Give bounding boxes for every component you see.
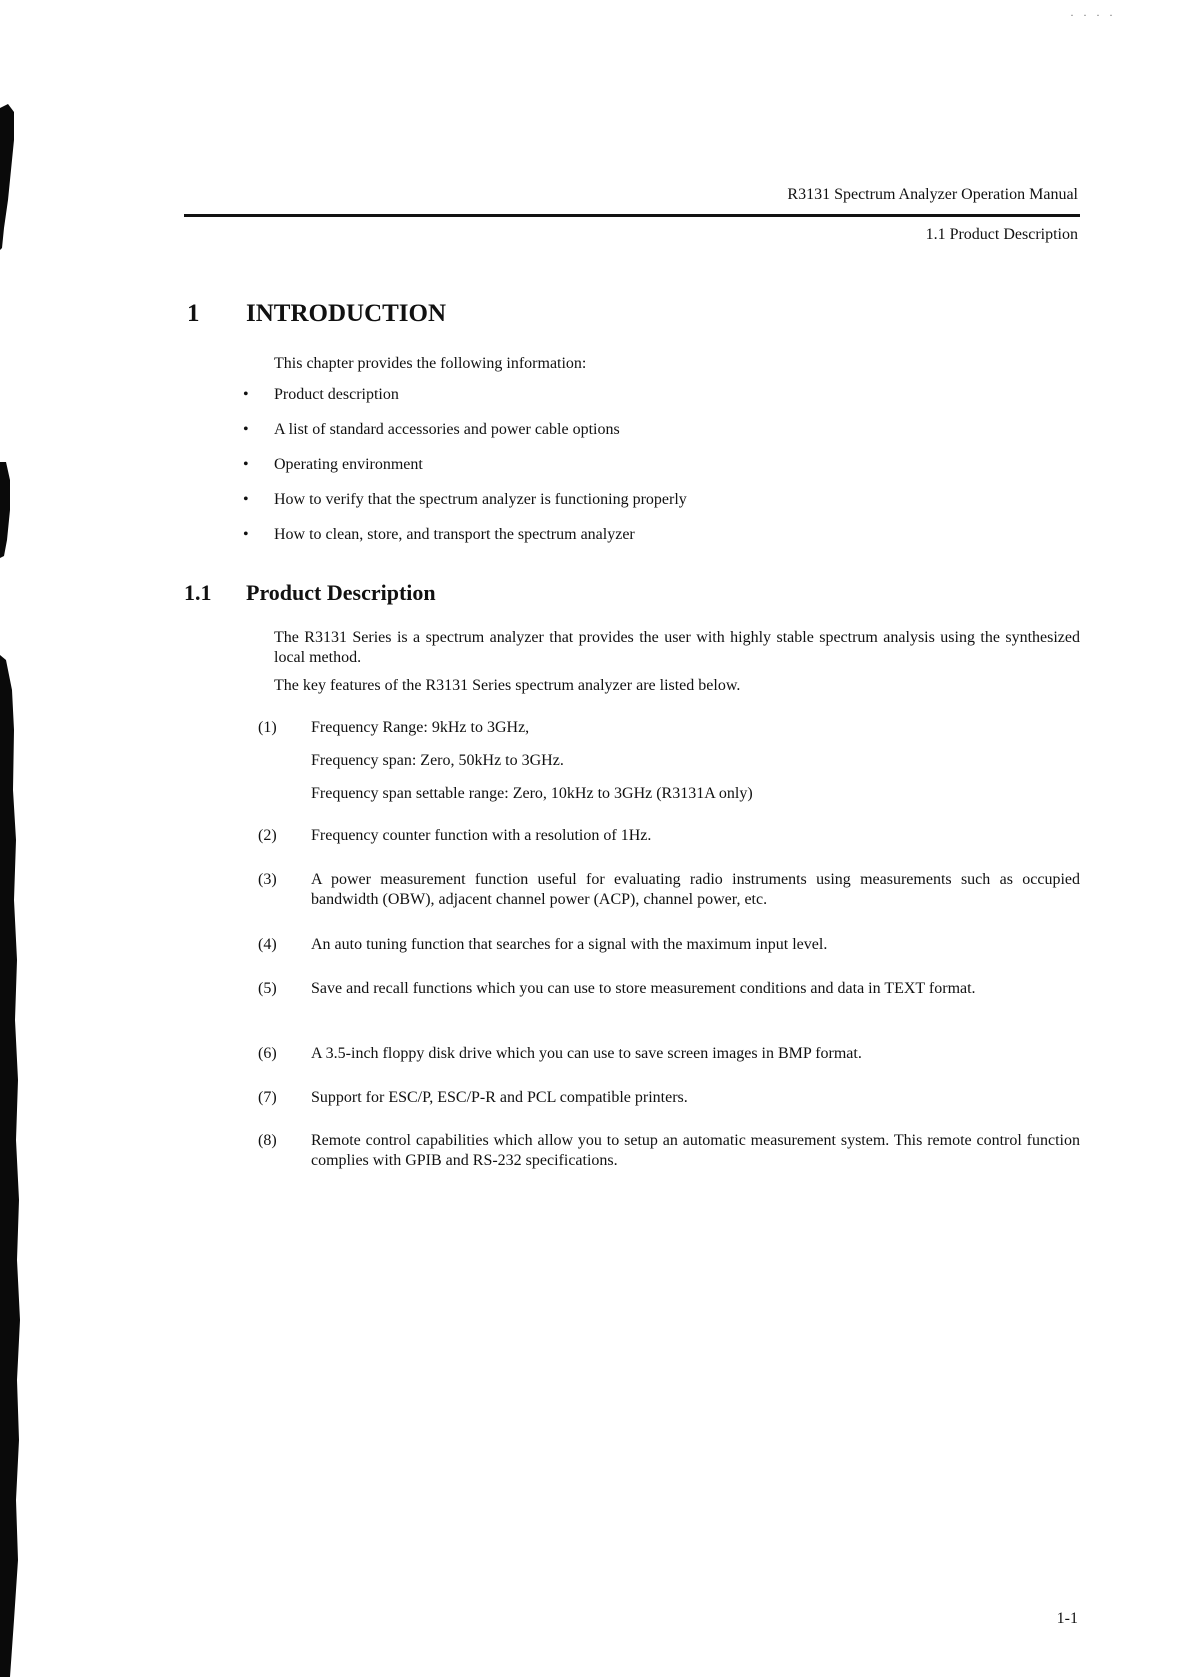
bullet-icon: • [243, 421, 249, 438]
scan-binding-edge [0, 0, 40, 1677]
feature-text: A 3.5-inch floppy disk drive which you can use to save screen images in BMP format. [311, 1045, 862, 1062]
feature-subline: Frequency span: Zero, 50kHz to 3GHz. [311, 752, 564, 769]
section-number: 1.1 [184, 580, 212, 605]
feature-text: Save and recall functions which you can use to store measurement conditions and data in TEXT format. [311, 980, 976, 997]
feature-text: Support for ESC/P, ESC/P-R and PCL compatible printers. [311, 1089, 688, 1106]
feature-number: (3) [258, 871, 277, 888]
list-item-text: Operating environment [274, 456, 423, 473]
running-header-title: R3131 Spectrum Analyzer Operation Manual [787, 186, 1078, 203]
feature-number: (7) [258, 1089, 277, 1106]
section-paragraph-1: The R3131 Series is a spectrum analyzer that provides the user with highly stable spectrum analysis using the synthesized local method. [274, 629, 1080, 666]
chapter-topic-list [243, 385, 1083, 560]
list-item [243, 455, 1083, 490]
feature-number: (6) [258, 1045, 277, 1062]
list-item [243, 420, 1083, 455]
scan-noise-dots: · · · · [1070, 8, 1116, 22]
feature-number: (2) [258, 827, 277, 844]
feature-number: (1) [258, 719, 277, 736]
feature-subline: Frequency span settable range: Zero, 10kHz to 3GHz (R3131A only) [311, 785, 753, 802]
list-item [243, 385, 1083, 420]
list-item [243, 525, 1083, 560]
list-item [243, 490, 1083, 525]
feature-number: (8) [258, 1132, 277, 1149]
feature-text: An auto tuning function that searches for a signal with the maximum input level. [311, 936, 828, 953]
list-item-text: How to clean, store, and transport the spectrum analyzer [274, 526, 635, 543]
bullet-icon: • [243, 526, 249, 543]
chapter-title: INTRODUCTION [246, 300, 447, 327]
feature-text: Frequency counter function with a resolution of 1Hz. [311, 827, 652, 844]
chapter-number: 1 [187, 300, 200, 327]
header-rule [184, 214, 1080, 217]
list-item-text: Product description [274, 386, 399, 403]
feature-text: Frequency Range: 9kHz to 3GHz, [311, 719, 530, 736]
bullet-icon: • [243, 386, 249, 403]
feature-text: A power measurement function useful for evaluating radio instruments using measurements such as occupied bandwidth (OBW), adjacent channel power (ACP), channel power, etc. [311, 871, 1080, 908]
list-item-text: How to verify that the spectrum analyzer is functioning properly [274, 491, 687, 508]
chapter-intro: This chapter provides the following information: [274, 355, 587, 372]
feature-text: Remote control capabilities which allow you to setup an automatic measurement system. This remote control function complies with GPIB and RS-232 specifications. [311, 1132, 1080, 1169]
page-number: 1-1 [1056, 1610, 1078, 1627]
running-header-section: 1.1 Product Description [925, 226, 1078, 243]
bullet-icon: • [243, 456, 249, 473]
feature-number: (5) [258, 980, 277, 997]
bullet-icon: • [243, 491, 249, 508]
list-item-text: A list of standard accessories and power cable options [274, 421, 620, 438]
section-paragraph-2: The key features of the R3131 Series spectrum analyzer are listed below. [274, 677, 741, 694]
section-title: Product Description [246, 580, 436, 605]
feature-number: (4) [258, 936, 277, 953]
